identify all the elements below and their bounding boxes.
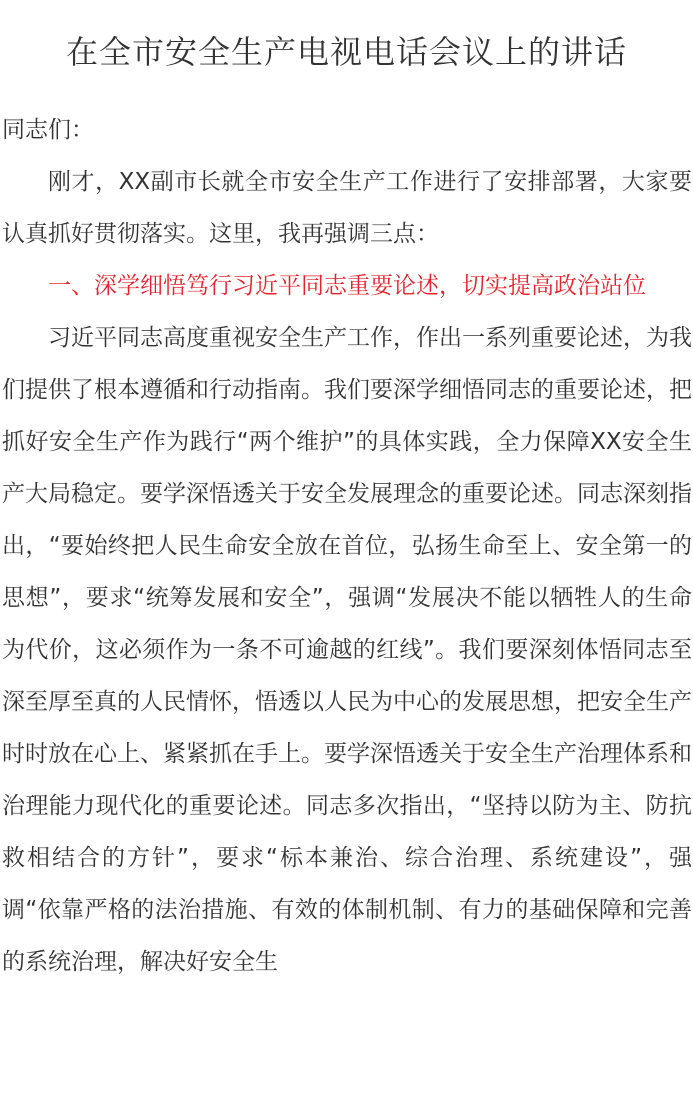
document-title: 在全市安全生产电视电话会议上的讲话 bbox=[65, 33, 627, 71]
document-body bbox=[0, 90, 693, 988]
paragraph-intro: 刚才，XX副市长就全市安全生产工作进行了安排部署，大家要认真抓好贯彻落实。这里，我再强调三点： bbox=[2, 169, 692, 247]
section-heading: 一、深学细悟笃行习近平同志重要论述，切实提高政治站位 bbox=[48, 273, 646, 299]
paragraph-body: 习近平同志高度重视安全生产工作，作出一系列重要论述，为我们提供了根本遵循和行动指南。我们要深学细悟同志的重要论述，把抓好安全生产作为践行“两个维护”的具体实践，全力保障XX安全生产大局稳定。要学深悟透关于安全发展理念的重要论述。同志深刻指出，“要始终把人民生命安全放在首位，弘扬生命至上、安全第一的思想”，要求“统筹发展和安全”，强调“发展决不能以牺牲人的生命为代价，这必须作为一条不可逾越的红线”。我们要深刻体悟同志至深至厚至真的人民情怀，悟透以人民为中心的发展思想，把安全生产时时放在心上、紧紧抓在手上。要学深悟透关于安全生产治理体系和治理能力现代化的重要论述。同志多次指出，“坚持以防为主、防抗救相结合的方针”，要求“标本兼治、综合治理、系统建设”，强调“依靠严格的法治措施、有效的体制机制、有力的基础保障和完善的系统治理，解决好安全生 bbox=[2, 325, 692, 975]
salutation: 同志们： bbox=[2, 117, 94, 143]
